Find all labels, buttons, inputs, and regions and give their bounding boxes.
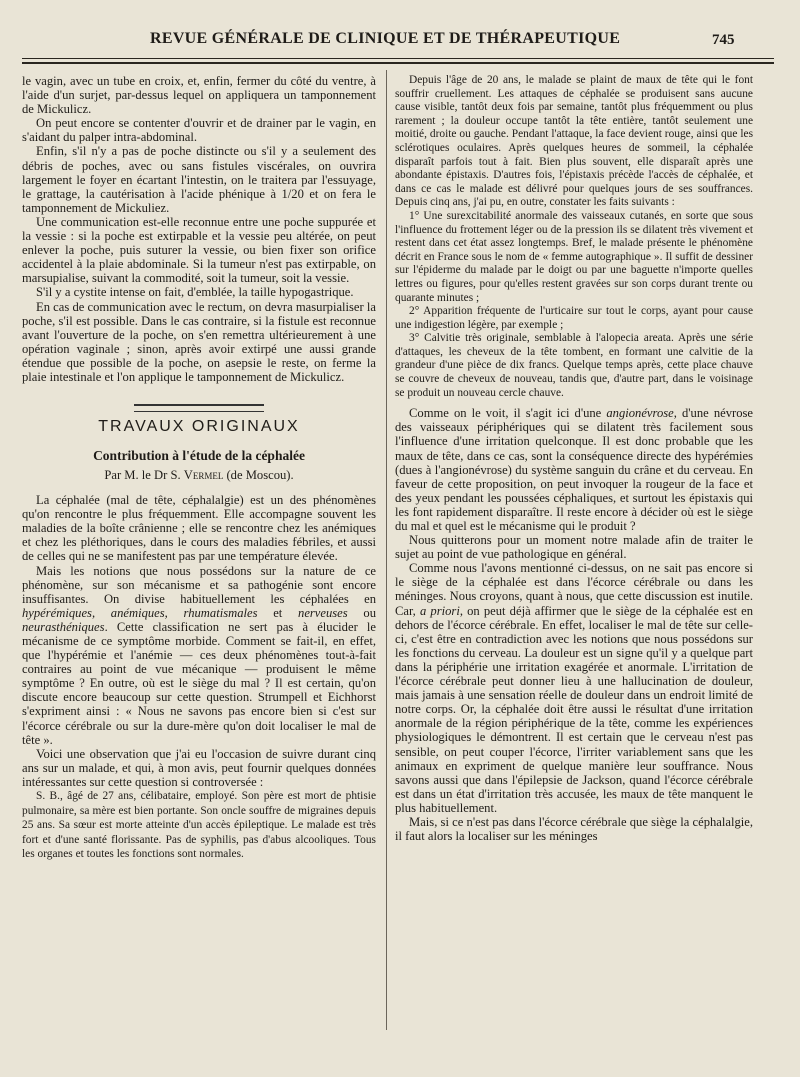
italic-run: nerveuses: [298, 605, 348, 620]
italic-run: angionévrose: [606, 406, 674, 421]
paragraph: Nous quitterons pour un moment notre malade afin de traiter le sujet au point de vue pathologique en général.: [395, 533, 753, 562]
paragraph: 2° Apparition fréquente de l'urticaire sur tout le corps, ayant pour cause une indigestion légère, par exemple ;: [395, 305, 753, 331]
text-run: . Cette classification ne sert pas à élucider le mécanisme de ce symptôme morbide. Comment se fait-il, en effet, que l'hypérémie et l'anémie — ces deux phénomènes tout-à-fait contraires au point de vue mécanique — produisent le même symptôme ? En outre, où est le siège du mal ? Il est certain, qu'on discute encore beaucoup sur cette question. Strumpell et Eichhorst s'expriment ainsi : « Nous ne savons pas encore bien si c'est sur l'écorce cérébrale ou sur la dure-mère qu'on doit localiser le mal de tête ».: [22, 619, 376, 747]
column-divider: [386, 70, 387, 1030]
paragraph: [395, 561, 753, 815]
paragraph: le vagin, avec un tube en croix, et, enfin, fermer du côté du ventre, à l'aide d'un surjet, par-dessus lequel on appliquera un tamponnement de Mickulicz.: [22, 74, 376, 117]
paragraph: Depuis l'âge de 20 ans, le malade se plaint de maux de tête qui le font souffrir cruellement. Les attaques de céphalée se produisent sans aucune cause visible, tantôt deux fois par semaine, tantôt plus fréquemment ou plus rarement ; la douleur occupe tantôt la tête entière, tantôt seulement une moitié, droite ou gauche. Pendant l'attaque, la face devient rouge, ainsi que les sclérotiques oculaires. Après quelques heures de sommeil, la céphalée disparaît parfois tout à fait. Bien plus souvent, elle disparaît après une abondante épistaxis. D'autres fois, l'épistaxis précède l'accès de céphalée, et dans ce cas le malade est délivré pour quelques jours de ses souffrances. Depuis cinq ans, j'ai pu, en outre, constater les faits suivants :: [395, 74, 753, 209]
paragraph: S'il y a cystite intense on fait, d'emblée, la taille hypogastrique.: [36, 285, 354, 300]
article-author: [22, 468, 376, 483]
italic-run: a priori: [419, 603, 460, 618]
observation-continued: [395, 74, 753, 400]
observation-block: [22, 789, 376, 862]
author-suffix: (de Moscou).: [223, 468, 294, 483]
paragraph: On peut encore se contenter d'ouvrir et de drainer par le vagin, en s'aidant du palper intra-abdominal.: [22, 116, 376, 145]
header-rule-double: [22, 62, 774, 64]
running-header: [0, 0, 800, 60]
left-column: [22, 74, 376, 862]
section-separator: [134, 404, 264, 412]
paragraph: S. B., âgé de 27 ans, célibataire, employé. Son père est mort de phtisie pulmonaire, sa mère est bien portante. Son oncle souffre de migraines depuis 25 ans. Sa sœur est morte atteinte d'un accès épileptique. Le malade est très fort et d'une santé florissante. Pas de syphilis, pas d'abus alcooliques. Tous les organes et toutes les fonctions sont normales.: [22, 790, 376, 861]
section-heading: TRAVAUX ORIGINAUX: [98, 418, 300, 436]
paragraph: En cas de communication avec le rectum, on devra masurpialiser la poche, s'il est possible. Dans le cas contraire, si la fistule est reconnue avant l'ouverture de la poche, on s'en remettra ultérieurement à une opération vaginale ; sinon, après avoir extirpé une aussi grande étendue que possible de la poche, on asepsie le reste, on ferme la plaie intestinale et l'on applique le tamponnement de Mickulicz.: [22, 299, 376, 384]
paragraph: [22, 564, 376, 747]
text-run: ou: [347, 605, 376, 620]
text-run: et: [257, 605, 299, 620]
paragraph: Voici une observation que j'ai eu l'occasion de suivre durant cinq ans sur un malade, et qui, à mon avis, peut fournir quelques données intéressantes sur cette question si controversée :: [22, 746, 376, 789]
paragraph: Mais, si ce n'est pas dans l'écorce cérébrale que siège la céphalalgie, il faut alors la localiser sur les méninges: [395, 814, 753, 844]
paragraph: Une communication est-elle reconnue entre une poche suppurée et la vessie : si la poche est extirpable et la vessie peu altérée, on peut enlever la poche, puis suturer la vessie, ou bien fixer son orifice accidentel à la plaie abdominale. Si la tumeur n'est pas extirpable, on marsupialise, suivant la commodité, soit la tumeur, soit la vessie.: [22, 214, 376, 286]
author-name: Vermel: [183, 468, 224, 483]
author-prefix: Par M. le Dr S.: [104, 468, 184, 483]
page-number: 745: [712, 32, 735, 48]
text-run: , d'une névrose des vaisseaux périphériques qui se dilatent très facilement sous l'influence d'une irritation quelconque. Il est donc probable que les maux de tête, dans ce cas, sont la conséquence directe des hypérémies (dues à l'angionévrose) du système sanguin du crâne et du cerveau. En faveur de cette proposition, on peut invoquer la rougeur de la face et des yeux pendant les poussées céphaliques, et surtout les épistaxis qui les font rapidement disparaître. Il reste encore à décider où est le siège du mal et quel est le mécanisme qui le produit ?: [395, 406, 753, 533]
article-title: Contribution à l'étude de la céphalée: [93, 448, 305, 464]
paragraph: 1° Une surexcitabilité anormale des vaisseaux cutanés, en sorte que sous l'influence du frottement léger ou de la pression ils se dilatent très vivement et restent dans cet état assez longtemps. Bref, le malade présente le phénomène décrit en France sous le nom de « femme autographique ». Il suffit de dessiner sur l'épiderme du malade par le doigt ou par une baguette n'importe quelles lettres ou figures, pour qu'elles restent gravées sur son corps durant trente ou quarante minutes ;: [395, 209, 753, 304]
right-column: [395, 74, 753, 843]
italic-run: neurasthéniques: [22, 619, 105, 634]
journal-title: REVUE GÉNÉRALE DE CLINIQUE ET DE THÉRAPEUTIQUE: [150, 30, 621, 47]
paragraph: 3° Calvitie très originale, semblable à l'alopecia areata. Après une série d'attaques, les cheveux de la tête tombent, en formant une calvitie de la grandeur d'une pièce de dix francs. Quelque temps après, cette place chauve se couvre de cheveux de nouveau, tandis que, d'autre part, dans le voisinage se produit un nouveau cercle chauve.: [395, 332, 753, 399]
text-run: Mais les notions que nous possédons sur la nature de ce phénomène, sur son mécanisme et sa pathogénie sont encore insuffisantes. On divise habituellement les céphalées en: [22, 563, 376, 606]
text-run: Comme on le voit, il s'agit ici d'une: [409, 406, 607, 421]
text-run: , on peut déjà affirmer que le siège de la céphalée est en dehors de l'écorce cérébrale. En effet, localiser le mal de tête sur celle-ci, c'est être en contradiction avec les notions que nous possédons sur les fonctions du cerveau. La douleur est un signe qu'il y a quelque part dans la périphérie une irritation exagérée et anormale. L'irritation de l'écorce cérébrale peut donner lieu à une hallucination de douleur, mais jamais à une sensation réelle de douleur dans un endroit limité de notre corps. Or, la céphalée doit être aussi le résultat d'une irritation anormale de la région périphérique de la tête, comme les expériences physiologiques le démontrent. Il est certain que le cerveau n'est pas sensible, on peut couper l'écorce, l'irriter variablement sans que les animaux en expriment de quelque manière leur souffrance. Nous savons aussi que dans l'épilepsie de Jackson, quand l'écorce cérébrale est dans un état d'irritation très accusée, les maux de tête manquent le plus habituellement.: [395, 603, 754, 815]
text-run: Comme nous l'avons mentionné ci-dessus, on ne sait pas encore si le siège de la céphalée est dans l'écorce cérébrale ou dans les méninges. Nous croyons, quant à nous, que cette discussion est inutile. Car,: [395, 561, 753, 618]
paragraph: La céphalée (mal de tête, céphalalgie) est un des phénomènes qu'on rencontre le plus fréquemment. Elle accompagne souvent les maladies de la boîte crânienne ; elle se rencontre chez les anémiques et chez les pléthoriques, dans le cours des maladies fébriles, et aussi de celles qui ne se manifestent pas par une température élevée.: [22, 493, 376, 564]
header-rule: [22, 58, 774, 59]
italic-run: hypérémiques, anémiques, rhumatismales: [22, 605, 258, 620]
paragraph: Enfin, s'il n'y a pas de poche distincte ou s'il y a seulement des débris de poches, avec ou sans fistules viscérales, on ouvrira largement le foyer en écartant l'intestin, on le traitera par l'essuyage, le grattage, la cautérisation à l'acide phénique à 1/20 et on fera le tamponnement de Mickuliez.: [22, 144, 376, 215]
paragraph: [395, 406, 753, 533]
